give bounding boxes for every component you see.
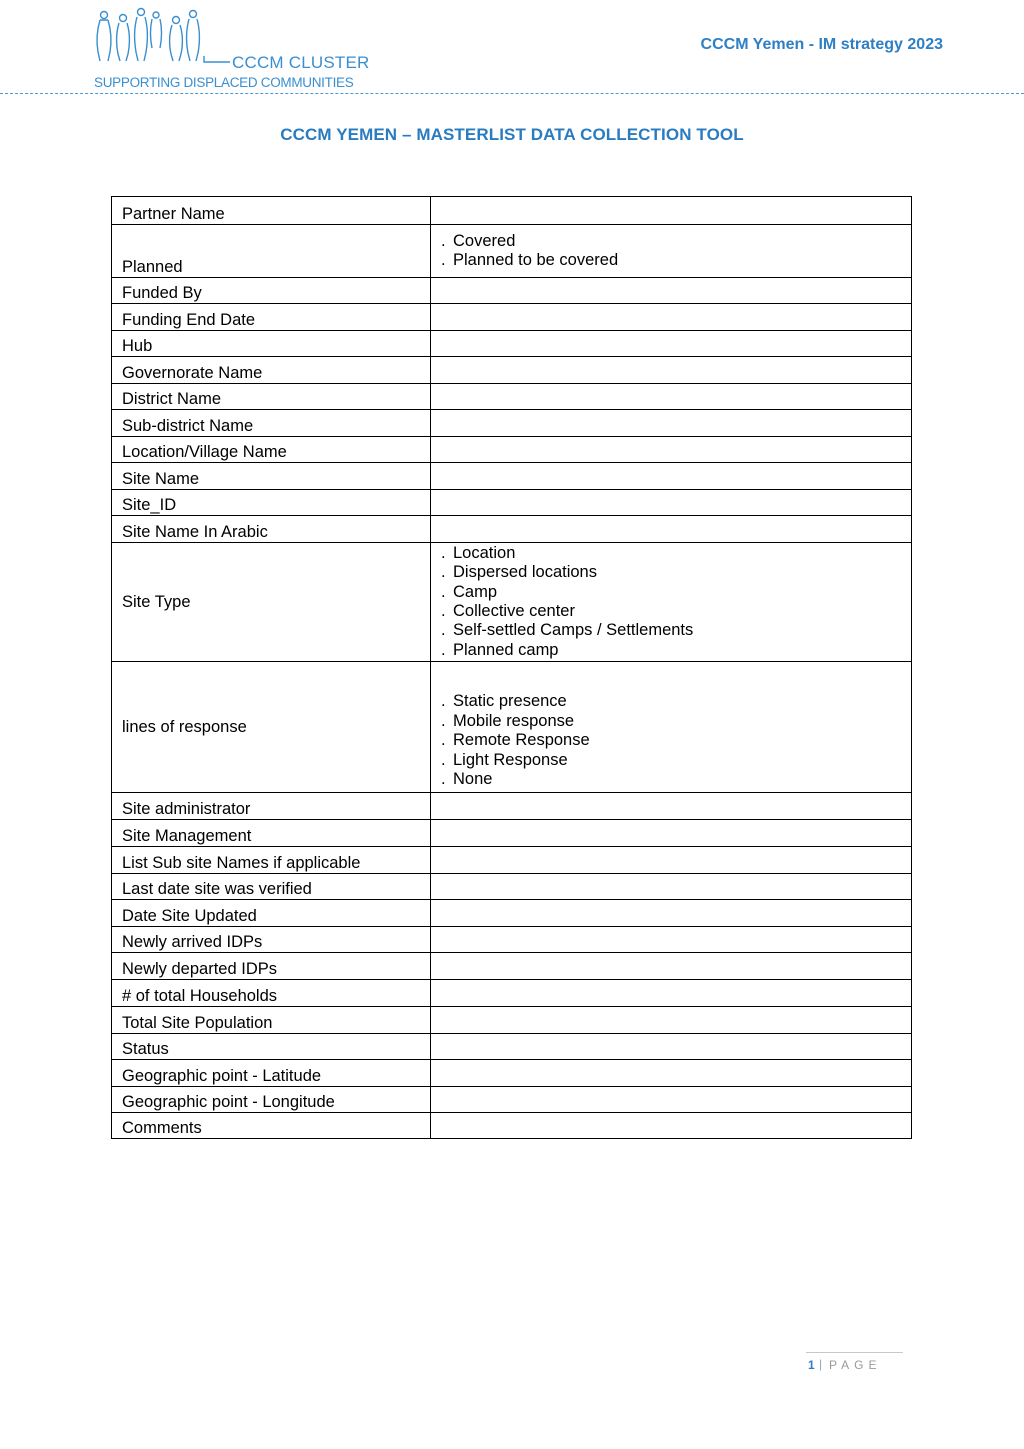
option-item — [441, 544, 911, 563]
field-label: Sub-district Name — [112, 410, 431, 437]
option-label: Dispersed locations — [453, 563, 597, 582]
option-item — [441, 712, 911, 731]
header-document-label: CCCM Yemen - IM strategy 2023 — [700, 36, 943, 53]
field-value-cell[interactable] — [431, 953, 912, 980]
field-value-cell[interactable] — [431, 463, 912, 490]
bullet-dot: . — [441, 602, 446, 620]
field-value-cell[interactable] — [431, 900, 912, 927]
field-label: Status — [112, 1034, 431, 1060]
field-label: Geographic point - Longitude — [112, 1087, 431, 1113]
field-label: Comments — [112, 1113, 431, 1139]
table-row — [112, 820, 912, 847]
option-item — [441, 251, 911, 270]
field-label: Site_ID — [112, 490, 431, 516]
table-row — [112, 1087, 912, 1113]
field-value-cell[interactable] — [431, 197, 912, 225]
field-value-cell[interactable] — [431, 225, 912, 278]
table-row — [112, 1034, 912, 1060]
option-item — [441, 751, 911, 770]
field-label: Site Name — [112, 463, 431, 490]
option-item — [441, 692, 911, 711]
table-row — [112, 304, 912, 331]
bullet-dot: . — [441, 563, 446, 582]
page-footer — [806, 1352, 903, 1375]
footer-separator: | — [819, 1357, 823, 1371]
option-label: Remote Response — [453, 731, 590, 750]
table-row — [112, 437, 912, 463]
table-row — [112, 331, 912, 357]
field-value-cell[interactable] — [431, 927, 912, 953]
table-row — [112, 793, 912, 820]
table-body — [112, 197, 912, 1139]
logo-tagline: SUPPORTING DISPLACED COMMUNITIES — [94, 75, 354, 90]
field-label: Planned — [112, 225, 431, 278]
field-value-cell[interactable] — [431, 543, 912, 662]
field-label: Site Management — [112, 820, 431, 847]
table-row — [112, 357, 912, 384]
field-value-cell[interactable] — [431, 662, 912, 793]
option-label: Mobile response — [453, 711, 575, 730]
bullet-dot: . — [441, 582, 446, 601]
displaced-people-logo-icon — [92, 6, 232, 66]
option-item — [441, 563, 911, 582]
field-label: Location/Village Name — [112, 437, 431, 463]
field-value-cell[interactable] — [431, 1087, 912, 1113]
bullet-dot: . — [441, 750, 446, 769]
field-value-cell[interactable] — [431, 357, 912, 384]
option-item — [441, 583, 911, 602]
table-row — [112, 953, 912, 980]
table-row — [112, 490, 912, 516]
option-item — [441, 621, 911, 640]
page-header — [0, 0, 1024, 96]
table-row — [112, 384, 912, 410]
option-label: Covered — [453, 232, 516, 250]
page-number: 1 — [808, 1358, 815, 1372]
logo-name: CCCM CLUSTER — [232, 53, 370, 72]
bullet-dot: . — [441, 621, 446, 640]
bullet-dot: . — [441, 731, 446, 750]
field-label: Newly arrived IDPs — [112, 927, 431, 953]
option-label: Self-settled Camps / Settlements — [453, 621, 694, 640]
field-value-cell[interactable] — [431, 793, 912, 820]
table-row — [112, 927, 912, 953]
field-label: Hub — [112, 331, 431, 357]
field-label: Funding End Date — [112, 304, 431, 331]
table-row — [112, 1007, 912, 1034]
field-value-cell[interactable] — [431, 331, 912, 357]
field-value-cell[interactable] — [431, 278, 912, 304]
option-item — [441, 232, 911, 251]
field-label: Partner Name — [112, 197, 431, 225]
field-label: Site administrator — [112, 793, 431, 820]
field-value-cell[interactable] — [431, 490, 912, 516]
table-row — [112, 847, 912, 874]
field-label: Funded By — [112, 278, 431, 304]
field-value-cell[interactable] — [431, 1060, 912, 1087]
field-value-cell[interactable] — [431, 980, 912, 1007]
option-item — [441, 770, 911, 789]
table-row — [112, 1060, 912, 1087]
option-label: None — [453, 770, 493, 789]
field-label: lines of response — [112, 662, 431, 793]
table-row — [112, 463, 912, 490]
bullet-dot: . — [441, 640, 446, 659]
table-row — [112, 278, 912, 304]
field-value-cell[interactable] — [431, 874, 912, 900]
option-label: Planned camp — [453, 640, 559, 659]
field-value-cell[interactable] — [431, 410, 912, 437]
field-label: Last date site was verified — [112, 874, 431, 900]
field-label: Site Type — [112, 543, 431, 662]
option-item — [441, 731, 911, 750]
bullet-dot: . — [441, 711, 446, 730]
cccm-cluster-logo — [92, 6, 372, 90]
field-label: # of total Households — [112, 980, 431, 1007]
field-label: Total Site Population — [112, 1007, 431, 1034]
table-row — [112, 410, 912, 437]
data-collection-table — [111, 196, 912, 1139]
option-item — [441, 641, 911, 660]
option-label: Static presence — [453, 692, 567, 711]
field-label: Site Name In Arabic — [112, 516, 431, 543]
table-row — [112, 874, 912, 900]
field-value-cell[interactable] — [431, 820, 912, 847]
field-label: Newly departed IDPs — [112, 953, 431, 980]
bullet-dot: . — [441, 543, 446, 562]
table-row — [112, 543, 912, 662]
field-label: List Sub site Names if applicable — [112, 847, 431, 874]
option-label: Light Response — [453, 750, 568, 769]
bullet-dot: . — [441, 232, 446, 250]
field-value-cell[interactable] — [431, 1007, 912, 1034]
option-item — [441, 602, 911, 621]
table-row — [112, 980, 912, 1007]
page-title: CCCM YEMEN – MASTERLIST DATA COLLECTION TOOL — [280, 125, 744, 144]
option-label: Camp — [453, 582, 498, 601]
field-value-cell[interactable] — [431, 384, 912, 410]
field-value-cell[interactable] — [431, 1034, 912, 1060]
table-row — [112, 900, 912, 927]
field-value-cell[interactable] — [431, 847, 912, 874]
bullet-dot: . — [441, 692, 446, 711]
option-label: Location — [453, 543, 516, 562]
field-value-cell[interactable] — [431, 437, 912, 463]
table-row — [112, 197, 912, 225]
field-value-cell[interactable] — [431, 516, 912, 543]
bullet-dot: . — [441, 770, 446, 789]
page-word: PAGE — [829, 1358, 882, 1372]
field-value-cell[interactable] — [431, 304, 912, 331]
option-label: Planned to be covered — [453, 251, 619, 270]
bullet-dot: . — [441, 251, 446, 270]
table-row — [112, 662, 912, 793]
table-row — [112, 516, 912, 543]
field-label: Governorate Name — [112, 357, 431, 384]
field-value-cell[interactable] — [431, 1113, 912, 1139]
option-label: Collective center — [453, 602, 575, 620]
table-row — [112, 1113, 912, 1139]
table-row — [112, 225, 912, 278]
field-label: District Name — [112, 384, 431, 410]
header-divider — [0, 93, 1024, 94]
field-label: Date Site Updated — [112, 900, 431, 927]
field-label: Geographic point - Latitude — [112, 1060, 431, 1087]
